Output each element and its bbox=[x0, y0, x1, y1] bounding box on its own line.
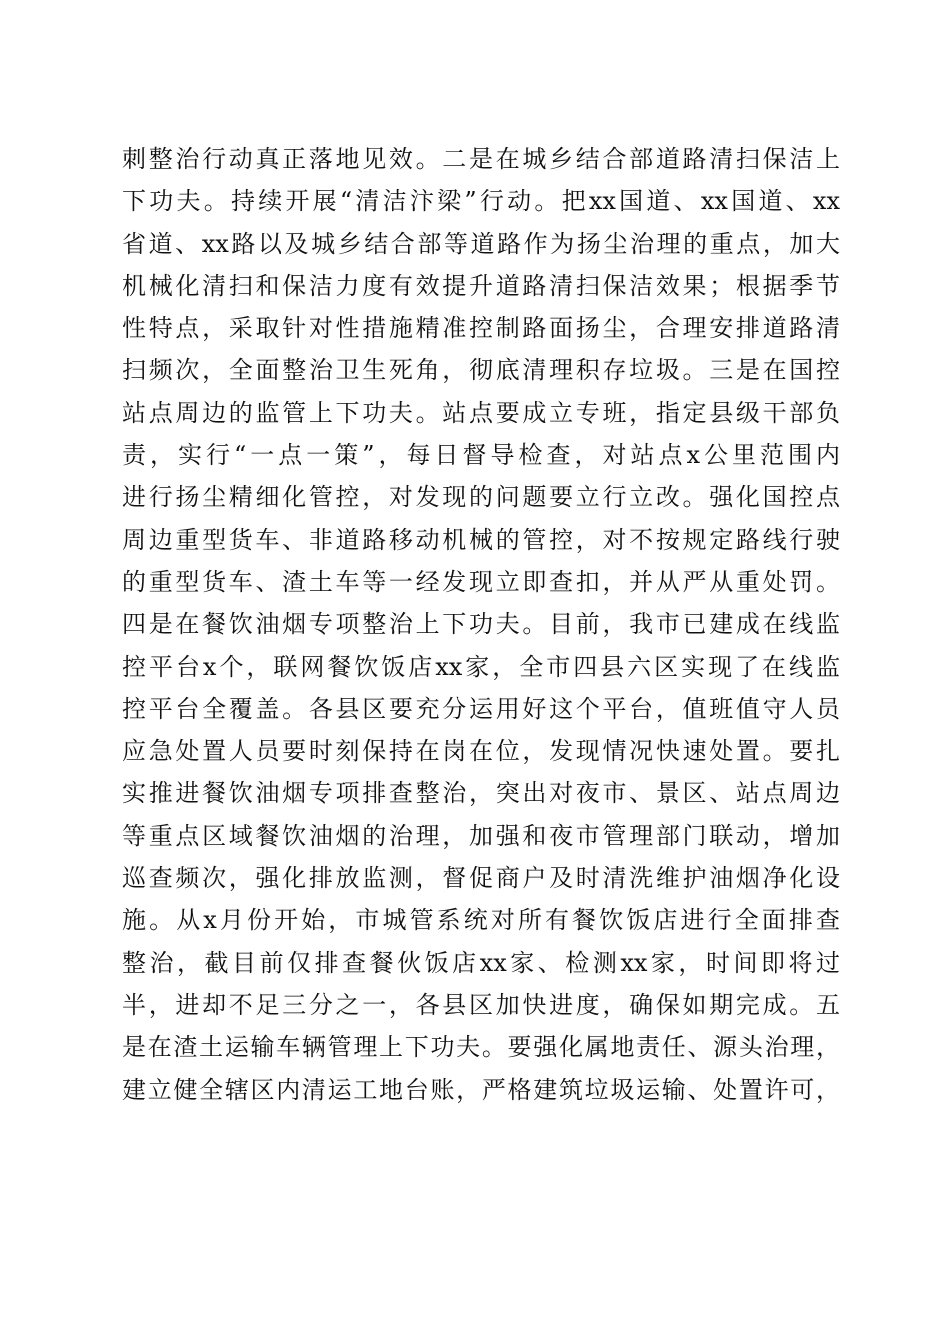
text-line: 下功夫。持续开展“清洁汴梁”行动。把xx国道、xx国道、xx bbox=[122, 187, 840, 216]
text-line: 控平台x个，联网餐饮饭店xx家，全市四县六区实现了在线监 bbox=[122, 652, 840, 681]
text-line: 的重型货车、渣土车等一经发现立即查扣，并从严从重处罚。 bbox=[122, 567, 840, 596]
text-line: 实推进餐饮油烟专项排查整治，突出对夜市、景区、站点周边 bbox=[122, 779, 840, 808]
body-paragraph bbox=[122, 138, 840, 1111]
text-line: 性特点，采取针对性措施精准控制路面扬尘，合理安排道路清 bbox=[122, 314, 840, 343]
text-line: 巡查频次，强化排放监测，督促商户及时清洗维护油烟净化设 bbox=[122, 864, 840, 893]
text-line: 施。从x月份开始，市城管系统对所有餐饮饭店进行全面排查 bbox=[122, 906, 840, 935]
text-line: 控平台全覆盖。各县区要充分运用好这个平台，值班值守人员 bbox=[122, 694, 840, 723]
text-line: 站点周边的监管上下功夫。站点要成立专班，指定县级干部负 bbox=[122, 398, 840, 427]
text-line: 建立健全辖区内清运工地台账，严格建筑垃圾运输、处置许可， bbox=[122, 1075, 840, 1104]
text-line: 周边重型货车、非道路移动机械的管控，对不按规定路线行驶 bbox=[122, 525, 840, 554]
text-line: 是在渣土运输车辆管理上下功夫。要强化属地责任、源头治理， bbox=[122, 1033, 840, 1062]
text-line: 机械化清扫和保洁力度有效提升道路清扫保洁效果；根据季节 bbox=[122, 271, 840, 300]
text-line: 等重点区域餐饮油烟的治理，加强和夜市管理部门联动，增加 bbox=[122, 821, 840, 850]
text-line: 应急处置人员要时刻保持在岗在位，发现情况快速处置。要扎 bbox=[122, 737, 840, 766]
text-line: 四是在餐饮油烟专项整治上下功夫。目前，我市已建成在线监 bbox=[122, 610, 840, 639]
text-line: 责，实行“一点一策”，每日督导检查，对站点x公里范围内 bbox=[122, 441, 840, 470]
text-line: 整治，截目前仅排查餐伙饭店xx家、检测xx家，时间即将过 bbox=[122, 948, 840, 977]
text-line: 进行扬尘精细化管控，对发现的问题要立行立改。强化国控点 bbox=[122, 483, 840, 512]
text-line: 扫频次，全面整治卫生死角，彻底清理积存垃圾。三是在国控 bbox=[122, 356, 840, 385]
text-line: 刺整治行动真正落地见效。二是在城乡结合部道路清扫保洁上 bbox=[122, 145, 840, 173]
text-line: 半，进却不足三分之一，各县区加快进度，确保如期完成。五 bbox=[122, 990, 840, 1019]
text-line: 省道、xx路以及城乡结合部等道路作为扬尘治理的重点，加大 bbox=[122, 229, 840, 258]
